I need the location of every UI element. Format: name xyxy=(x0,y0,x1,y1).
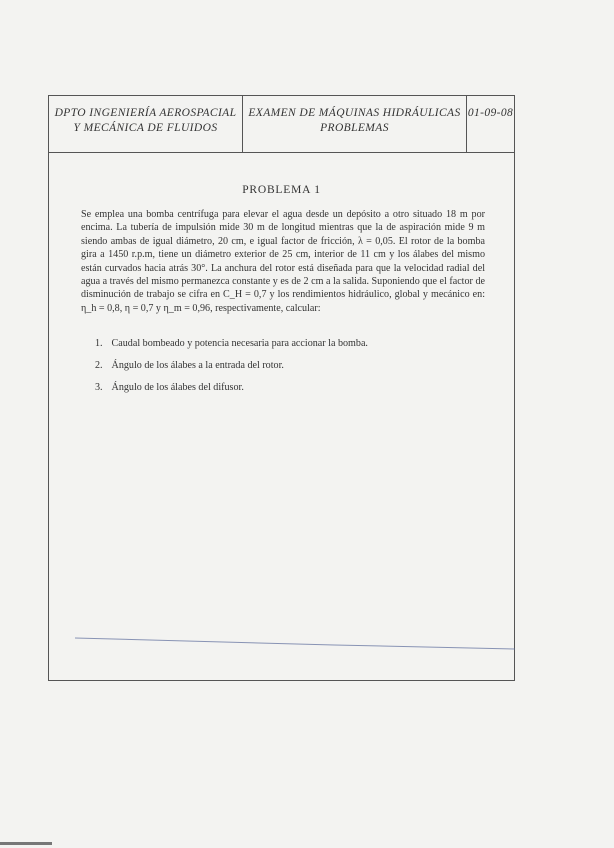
problem-statement: Se emplea una bomba centrífuga para elevar el agua desde un depósito a otro situado 18 m por encima. La tubería de impulsión mide 30 m de longitud mientras que la de aspiración mide 9 m siendo ambas de igual diámetro, 20 cm, e igual factor de fricción, λ = 0,05. El rotor de la bomba gira a 1450 r.p.m, tiene un diámetro exterior de 25 cm, interior de 11 cm y los álabes del mismo están curvados hacia atrás 30°. La anchura del rotor está diseñada para que la velocidad radial del agua a través del mismo permanezca constante y es de 2 cm a la salida. Suponiendo que el factor de disminución de trabajo se cifra en C_H = 0,7 y los rendimientos hidráulico, global y mecánico en: η_h = 0,8, η = 0,7 y η_m = 0,96, respectivamente, calcular: xyxy=(81,209,485,314)
question-item xyxy=(95,381,368,403)
exam-title-line-1: EXAMEN DE MÁQUINAS HIDRÁULICAS xyxy=(248,107,461,119)
question-number: 2. xyxy=(95,360,103,371)
question-list xyxy=(95,337,368,403)
date-cell xyxy=(467,96,514,152)
exam-header xyxy=(49,96,514,153)
question-item xyxy=(95,337,368,359)
department-line-1: DPTO INGENIERÍA AEROSPACIAL xyxy=(54,107,237,119)
scan-edge-mark xyxy=(0,842,52,845)
question-number: 3. xyxy=(95,382,103,393)
exam-title-line-2: PROBLEMAS xyxy=(320,122,389,134)
department-line-2: Y MECÁNICA DE FLUIDOS xyxy=(73,122,218,134)
scan-fold-line xyxy=(75,636,515,650)
department-cell xyxy=(49,96,243,152)
question-text: Ángulo de los álabes a la entrada del rotor. xyxy=(111,360,284,371)
question-text: Ángulo de los álabes del difusor. xyxy=(111,382,244,393)
question-number: 1. xyxy=(95,338,103,349)
problem-title: PROBLEMA 1 xyxy=(242,184,321,196)
exam-date: 01-09-08 xyxy=(467,107,514,119)
question-item xyxy=(95,359,368,381)
question-text: Caudal bombeado y potencia necesaria para accionar la bomba. xyxy=(111,338,368,349)
exam-title-cell xyxy=(243,96,467,152)
exam-sheet xyxy=(48,95,515,681)
